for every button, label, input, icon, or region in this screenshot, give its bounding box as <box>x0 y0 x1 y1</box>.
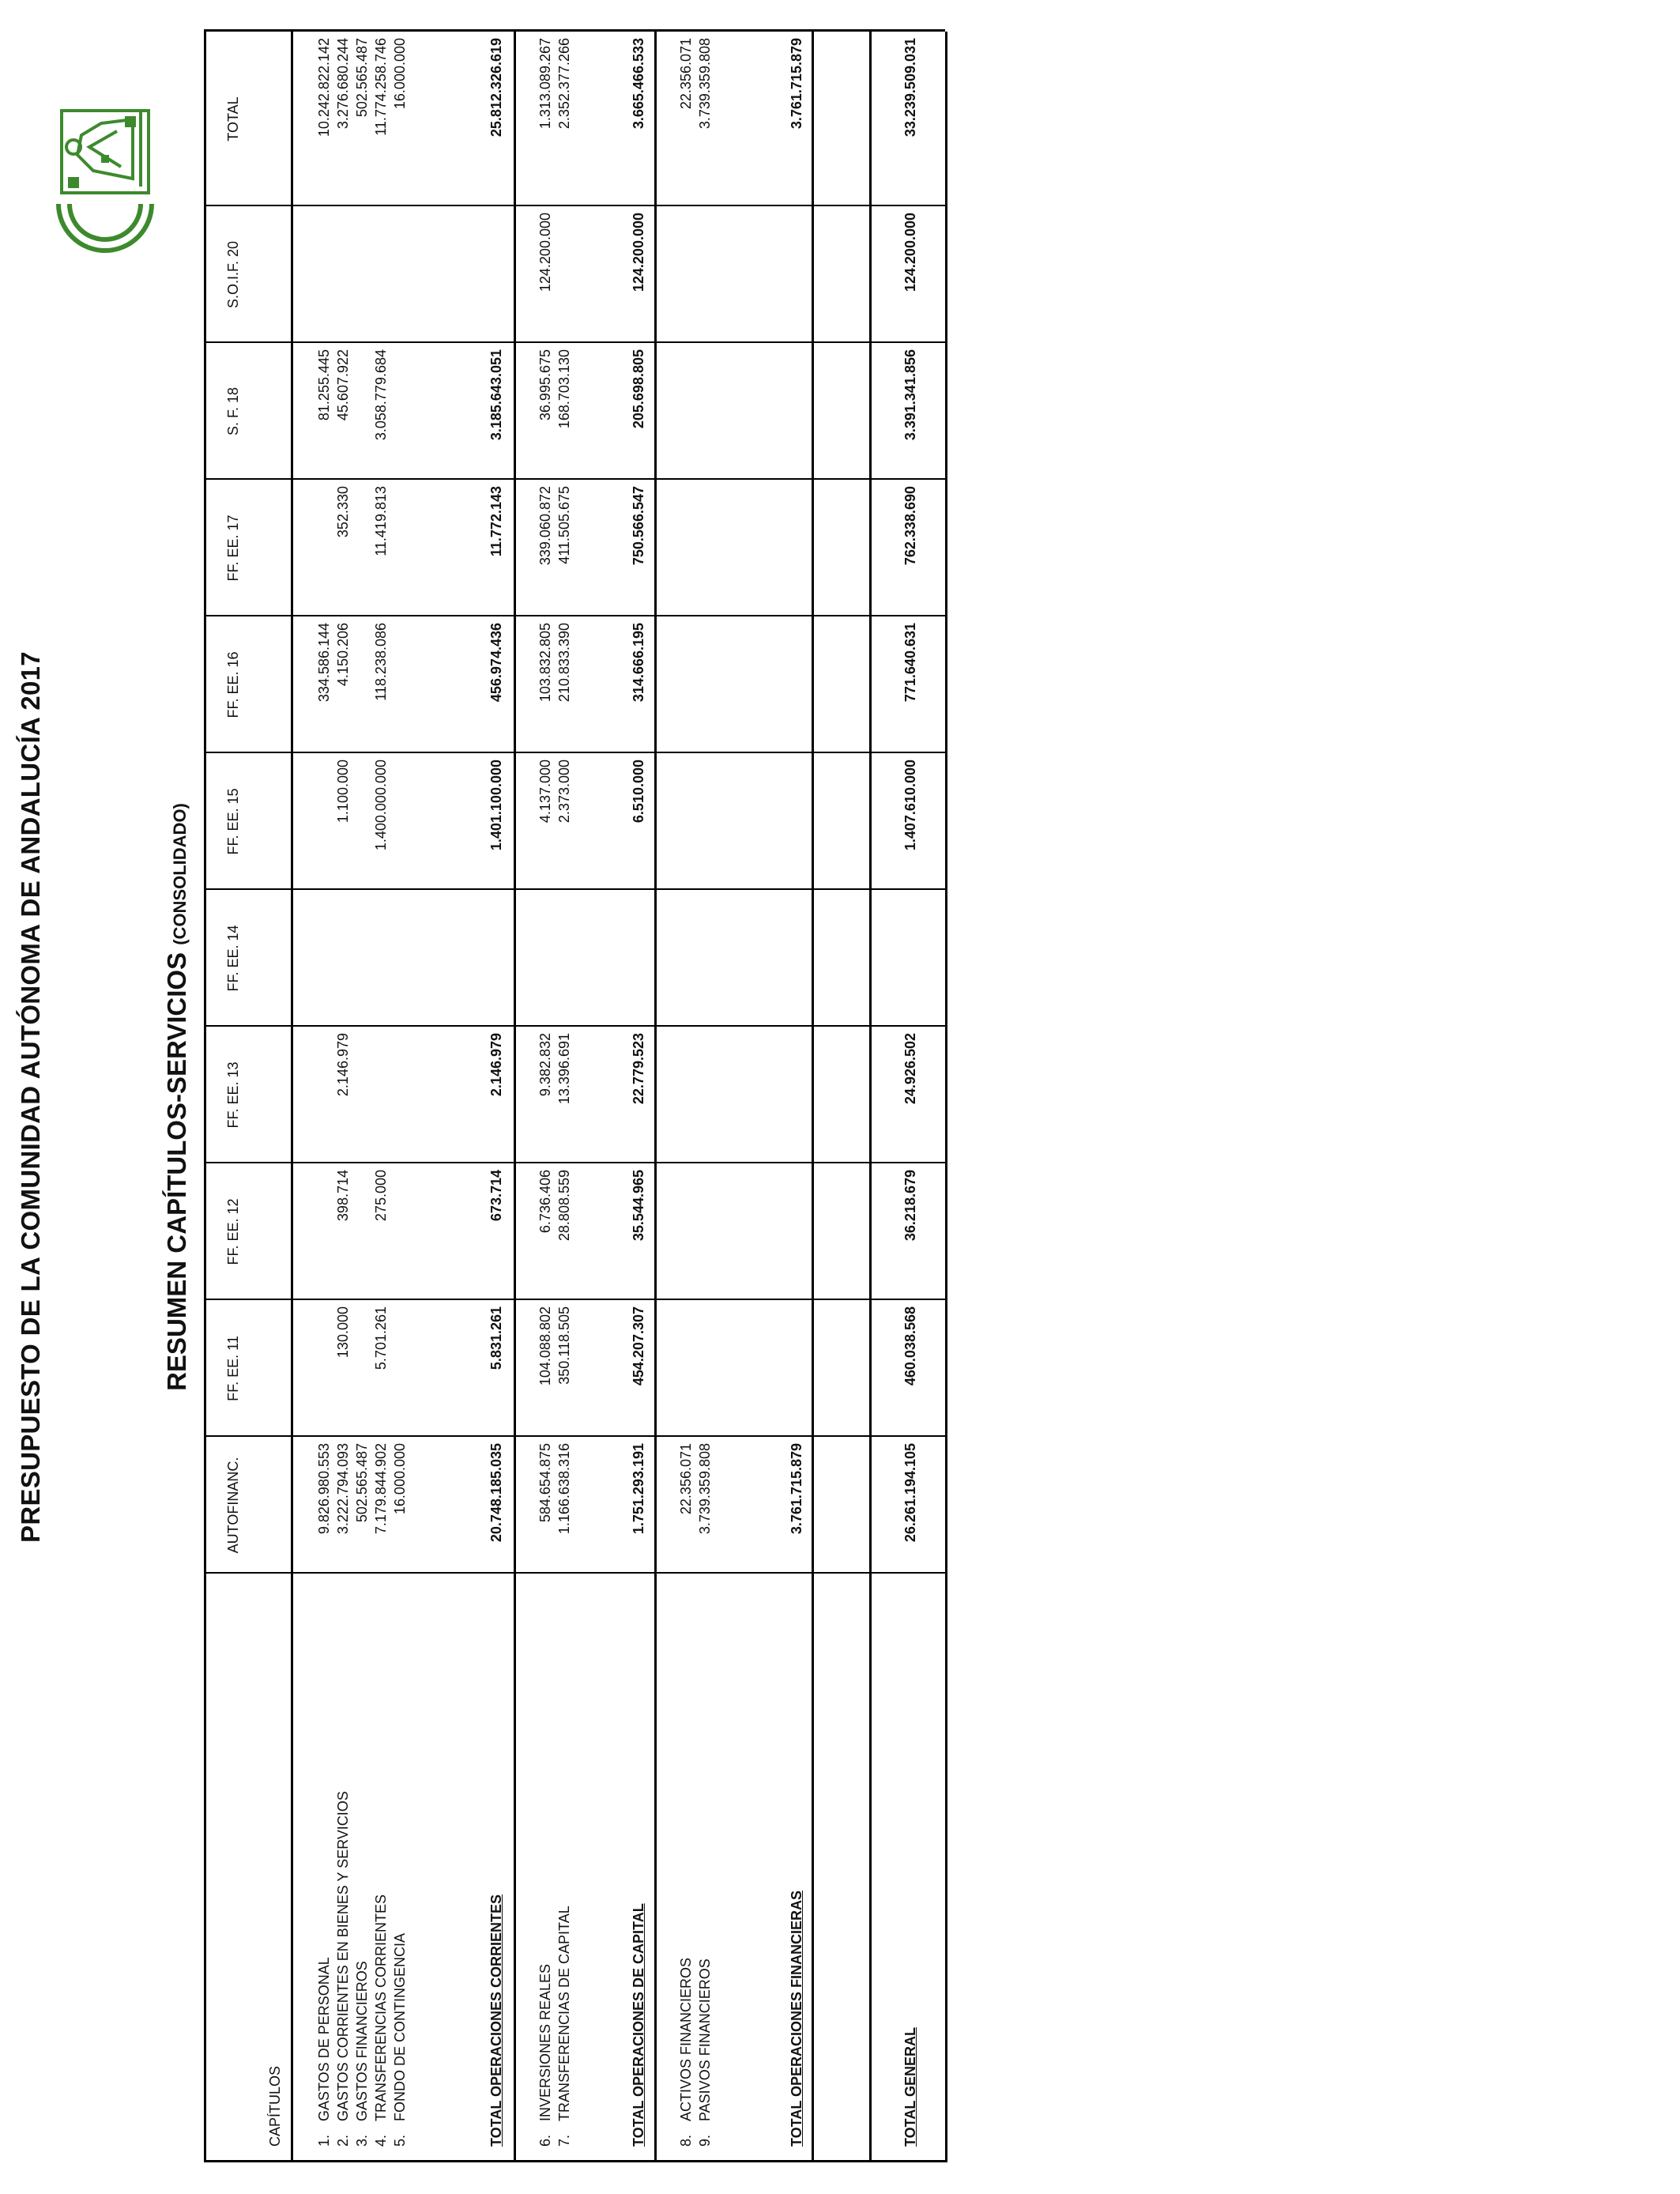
column-rule <box>204 1162 945 1163</box>
total-general-row-value: 33.239.509.031 <box>902 38 918 138</box>
chapter-row-value: 4.150.206 <box>335 623 351 687</box>
total-corrientes-row-value: 3.185.643.051 <box>488 349 504 441</box>
chapter-row-value: 10.242.822.142 <box>316 38 332 138</box>
chapter-row-value: 3.058.779.684 <box>373 349 389 441</box>
chapter-row-value: 9.382.832 <box>537 1033 553 1097</box>
total-corrientes-row-label: TOTAL OPERACIONES CORRIENTES <box>488 1894 504 2147</box>
total-capital-row-value: 6.510.000 <box>631 760 646 824</box>
chapter-number: 3. <box>354 2134 370 2147</box>
chapter-row-label <box>676 1958 695 2147</box>
chapter-row-value: 13.396.691 <box>556 1033 572 1105</box>
total-corrientes-row-value: 20.748.185.035 <box>488 1443 504 1543</box>
total-general-row-label: TOTAL GENERAL <box>902 2026 918 2147</box>
chapter-row-value: 45.607.922 <box>335 349 351 421</box>
chapter-row-value: 16.000.000 <box>392 1443 408 1515</box>
header-bottom-rule <box>291 32 293 2162</box>
total-capital-row-value: 454.207.307 <box>631 1306 646 1386</box>
chapter-label: PASIVOS FINANCIEROS <box>697 1958 713 2121</box>
chapter-number: 2. <box>335 2134 351 2147</box>
chapter-label: FONDO DE CONTINGENCIA <box>392 1932 408 2121</box>
total-capital-row-value: 22.779.523 <box>631 1033 646 1105</box>
column-rule <box>204 615 945 616</box>
chapter-row-value: 7.179.844.902 <box>373 1443 389 1535</box>
chapter-row-value: 339.060.872 <box>537 486 553 566</box>
chapter-row-value: 502.565.487 <box>354 1443 370 1523</box>
chapter-row-value: 6.736.406 <box>537 1170 553 1234</box>
table-left-border <box>204 2160 945 2162</box>
chapter-row-value: 118.238.086 <box>373 623 389 701</box>
chapter-label: GASTOS FINANCIEROS <box>354 1961 370 2121</box>
total-general-row-value: 26.261.194.105 <box>902 1443 918 1543</box>
column-header: FF. EE. 13 <box>225 1061 241 1129</box>
chapter-row-value: 9.826.980.553 <box>316 1443 332 1535</box>
chapter-number: 8. <box>678 2134 694 2147</box>
chapter-row-value: 1.100.000 <box>335 760 351 824</box>
chapter-row-value: 104.088.802 <box>537 1306 553 1386</box>
chapter-row-value: 16.000.000 <box>392 38 408 110</box>
total-capital-row-value: 35.544.965 <box>631 1170 646 1242</box>
chapter-row-value: 36.995.675 <box>537 349 553 421</box>
total-capital-row-value: 124.200.000 <box>631 213 646 292</box>
chapter-label: ACTIVOS FINANCIEROS <box>678 1957 694 2121</box>
chapter-row-label <box>390 1933 409 2147</box>
total-corrientes-row-value: 2.146.979 <box>488 1033 504 1097</box>
chapter-row-value: 352.330 <box>335 486 351 538</box>
section-rule <box>812 32 814 2162</box>
total-general-row-value: 124.200.000 <box>902 213 918 292</box>
column-rule <box>204 888 945 890</box>
chapter-row-value: 411.505.675 <box>556 486 572 564</box>
total-corrientes-row-value: 11.772.143 <box>488 486 504 557</box>
chapter-row-value: 3.222.794.093 <box>335 1443 351 1535</box>
chapter-row-value: 124.200.000 <box>537 213 553 292</box>
section-rule <box>654 32 657 2162</box>
chapter-row-value: 1.313.089.267 <box>537 38 553 130</box>
column-rule <box>204 341 945 343</box>
chapter-row-value: 1.166.638.316 <box>556 1443 572 1535</box>
table-right-border <box>204 29 945 32</box>
junta-andalucia-logo <box>46 100 164 266</box>
column-rule <box>204 1025 945 1027</box>
chapter-row-value: 275.000 <box>373 1170 389 1222</box>
column-rule <box>204 1299 945 1300</box>
column-header: FF. EE. 14 <box>225 925 241 992</box>
total-capital-row-value: 314.666.195 <box>631 623 646 703</box>
chapter-row-value: 398.714 <box>335 1170 351 1222</box>
document-title: PRESUPUESTO DE LA COMUNIDAD AUTÓNOMA DE ANDALUCÍA 2017 <box>16 651 45 1543</box>
chapter-row-value: 350.118.505 <box>556 1306 572 1385</box>
chapter-row-value: 4.137.000 <box>537 760 553 824</box>
total-capital-row-value: 205.698.805 <box>631 349 646 429</box>
column-header: S.O.I.F. 20 <box>225 240 241 309</box>
chapter-row-value: 168.703.130 <box>556 349 572 429</box>
chapter-row-value: 28.808.559 <box>556 1170 572 1242</box>
chapter-number: 7. <box>556 2134 572 2147</box>
total-corrientes-row-value: 673.714 <box>488 1170 504 1222</box>
chapter-row-value: 5.701.261 <box>373 1306 389 1370</box>
subtitle-main: RESUMEN CAPÍTULOS-SERVICIOS <box>162 952 191 1391</box>
total-general-row-value: 762.338.690 <box>902 486 918 566</box>
chapter-row-value: 81.255.445 <box>316 349 332 421</box>
chapter-label: TRANSFERENCIAS CORRIENTES <box>373 1894 389 2121</box>
chapter-row-value: 3.739.359.808 <box>697 1443 713 1535</box>
grand-total-rule <box>869 32 872 2162</box>
chapter-number: 4. <box>373 2134 389 2147</box>
total-capital-row-label: TOTAL OPERACIONES DE CAPITAL <box>631 1903 646 2147</box>
chapter-row-value: 584.654.875 <box>537 1443 553 1523</box>
chapter-row-value: 22.356.071 <box>678 38 694 110</box>
chapter-row-label <box>695 1958 714 2147</box>
chapter-row-label <box>333 1791 352 2147</box>
chapter-number: 6. <box>537 2134 553 2147</box>
chapter-row-label <box>555 1906 574 2147</box>
total-corrientes-row-value: 456.974.436 <box>488 623 504 703</box>
chapter-number: 5. <box>392 2134 408 2147</box>
chapter-number: 9. <box>697 2134 713 2147</box>
chapter-row-label <box>352 1961 371 2147</box>
chapter-row-value: 502.565.487 <box>354 38 370 118</box>
total-financieras-row-value: 3.761.715.879 <box>789 38 804 130</box>
chapter-row-value: 130.000 <box>335 1306 351 1359</box>
total-capital-row-value: 750.566.547 <box>631 486 646 566</box>
chapter-row-value: 22.356.071 <box>678 1443 694 1515</box>
column-header: AUTOFINANC. <box>225 1457 241 1554</box>
chapter-label: INVERSIONES REALES <box>537 1963 553 2121</box>
table-top-border <box>204 32 206 2162</box>
total-capital-row-value: 1.751.293.191 <box>631 1443 646 1535</box>
chapter-row-value: 103.832.805 <box>537 623 553 703</box>
column-header: FF. EE. 11 <box>225 1336 241 1401</box>
chapter-row-value: 11.774.258.746 <box>373 38 389 136</box>
column-header: FF. EE. 16 <box>225 651 241 718</box>
total-corrientes-row-value: 5.831.261 <box>488 1306 504 1370</box>
table-bottom-border <box>945 32 947 2162</box>
chapter-row-value: 1.400.000.000 <box>373 760 389 851</box>
total-capital-row-value: 3.665.466.533 <box>631 38 646 130</box>
header-capitulos: CAPÍTULOS <box>267 2065 283 2147</box>
column-header: S. F. 18 <box>225 386 241 436</box>
total-general-row-value: 24.926.502 <box>902 1033 918 1105</box>
subtitle-small: (CONSOLIDADO) <box>170 803 190 945</box>
chapter-row-label <box>315 1957 333 2147</box>
section-rule <box>514 32 516 2162</box>
chapter-number: 1. <box>316 2134 332 2147</box>
column-header: FF. EE. 12 <box>225 1198 241 1265</box>
chapter-row-value: 2.373.000 <box>556 760 572 824</box>
chapter-row-value: 3.276.680.244 <box>335 38 351 130</box>
chapter-row-value: 2.352.377.266 <box>556 38 572 130</box>
total-corrientes-row-value: 1.401.100.000 <box>488 760 504 851</box>
chapter-row-value: 3.739.359.808 <box>697 38 713 130</box>
total-general-row-value: 36.218.679 <box>902 1170 918 1242</box>
column-rule <box>204 1435 945 1437</box>
total-financieras-row-label: TOTAL OPERACIONES FINANCIERAS <box>789 1890 804 2147</box>
chapter-row-label <box>536 1964 555 2147</box>
total-general-row-value: 3.391.341.856 <box>902 349 918 441</box>
chapter-row-value: 210.833.390 <box>556 623 572 703</box>
column-header: FF. EE. 17 <box>225 515 241 582</box>
total-corrientes-row-value: 25.812.326.619 <box>488 38 504 138</box>
chapter-label: GASTOS DE PERSONAL <box>316 1957 332 2121</box>
total-financieras-row-value: 3.761.715.879 <box>789 1443 804 1535</box>
chapter-label: TRANSFERENCIAS DE CAPITAL <box>556 1906 572 2121</box>
chapter-row-value: 334.586.144 <box>316 623 332 703</box>
document-subtitle <box>162 0 192 2194</box>
chapter-row-label <box>371 1894 390 2147</box>
total-general-row-value: 771.640.631 <box>902 623 918 703</box>
column-header: TOTAL <box>225 96 241 141</box>
chapter-row-value: 2.146.979 <box>335 1033 351 1097</box>
total-general-row-value: 460.038.568 <box>902 1306 918 1386</box>
chapter-label: GASTOS CORRIENTES EN BIENES Y SERVICIOS <box>335 1791 351 2121</box>
column-header: FF. EE. 15 <box>225 788 241 855</box>
total-general-row-value: 1.407.610.000 <box>902 760 918 851</box>
chapter-row-value: 11.419.813 <box>373 486 389 556</box>
